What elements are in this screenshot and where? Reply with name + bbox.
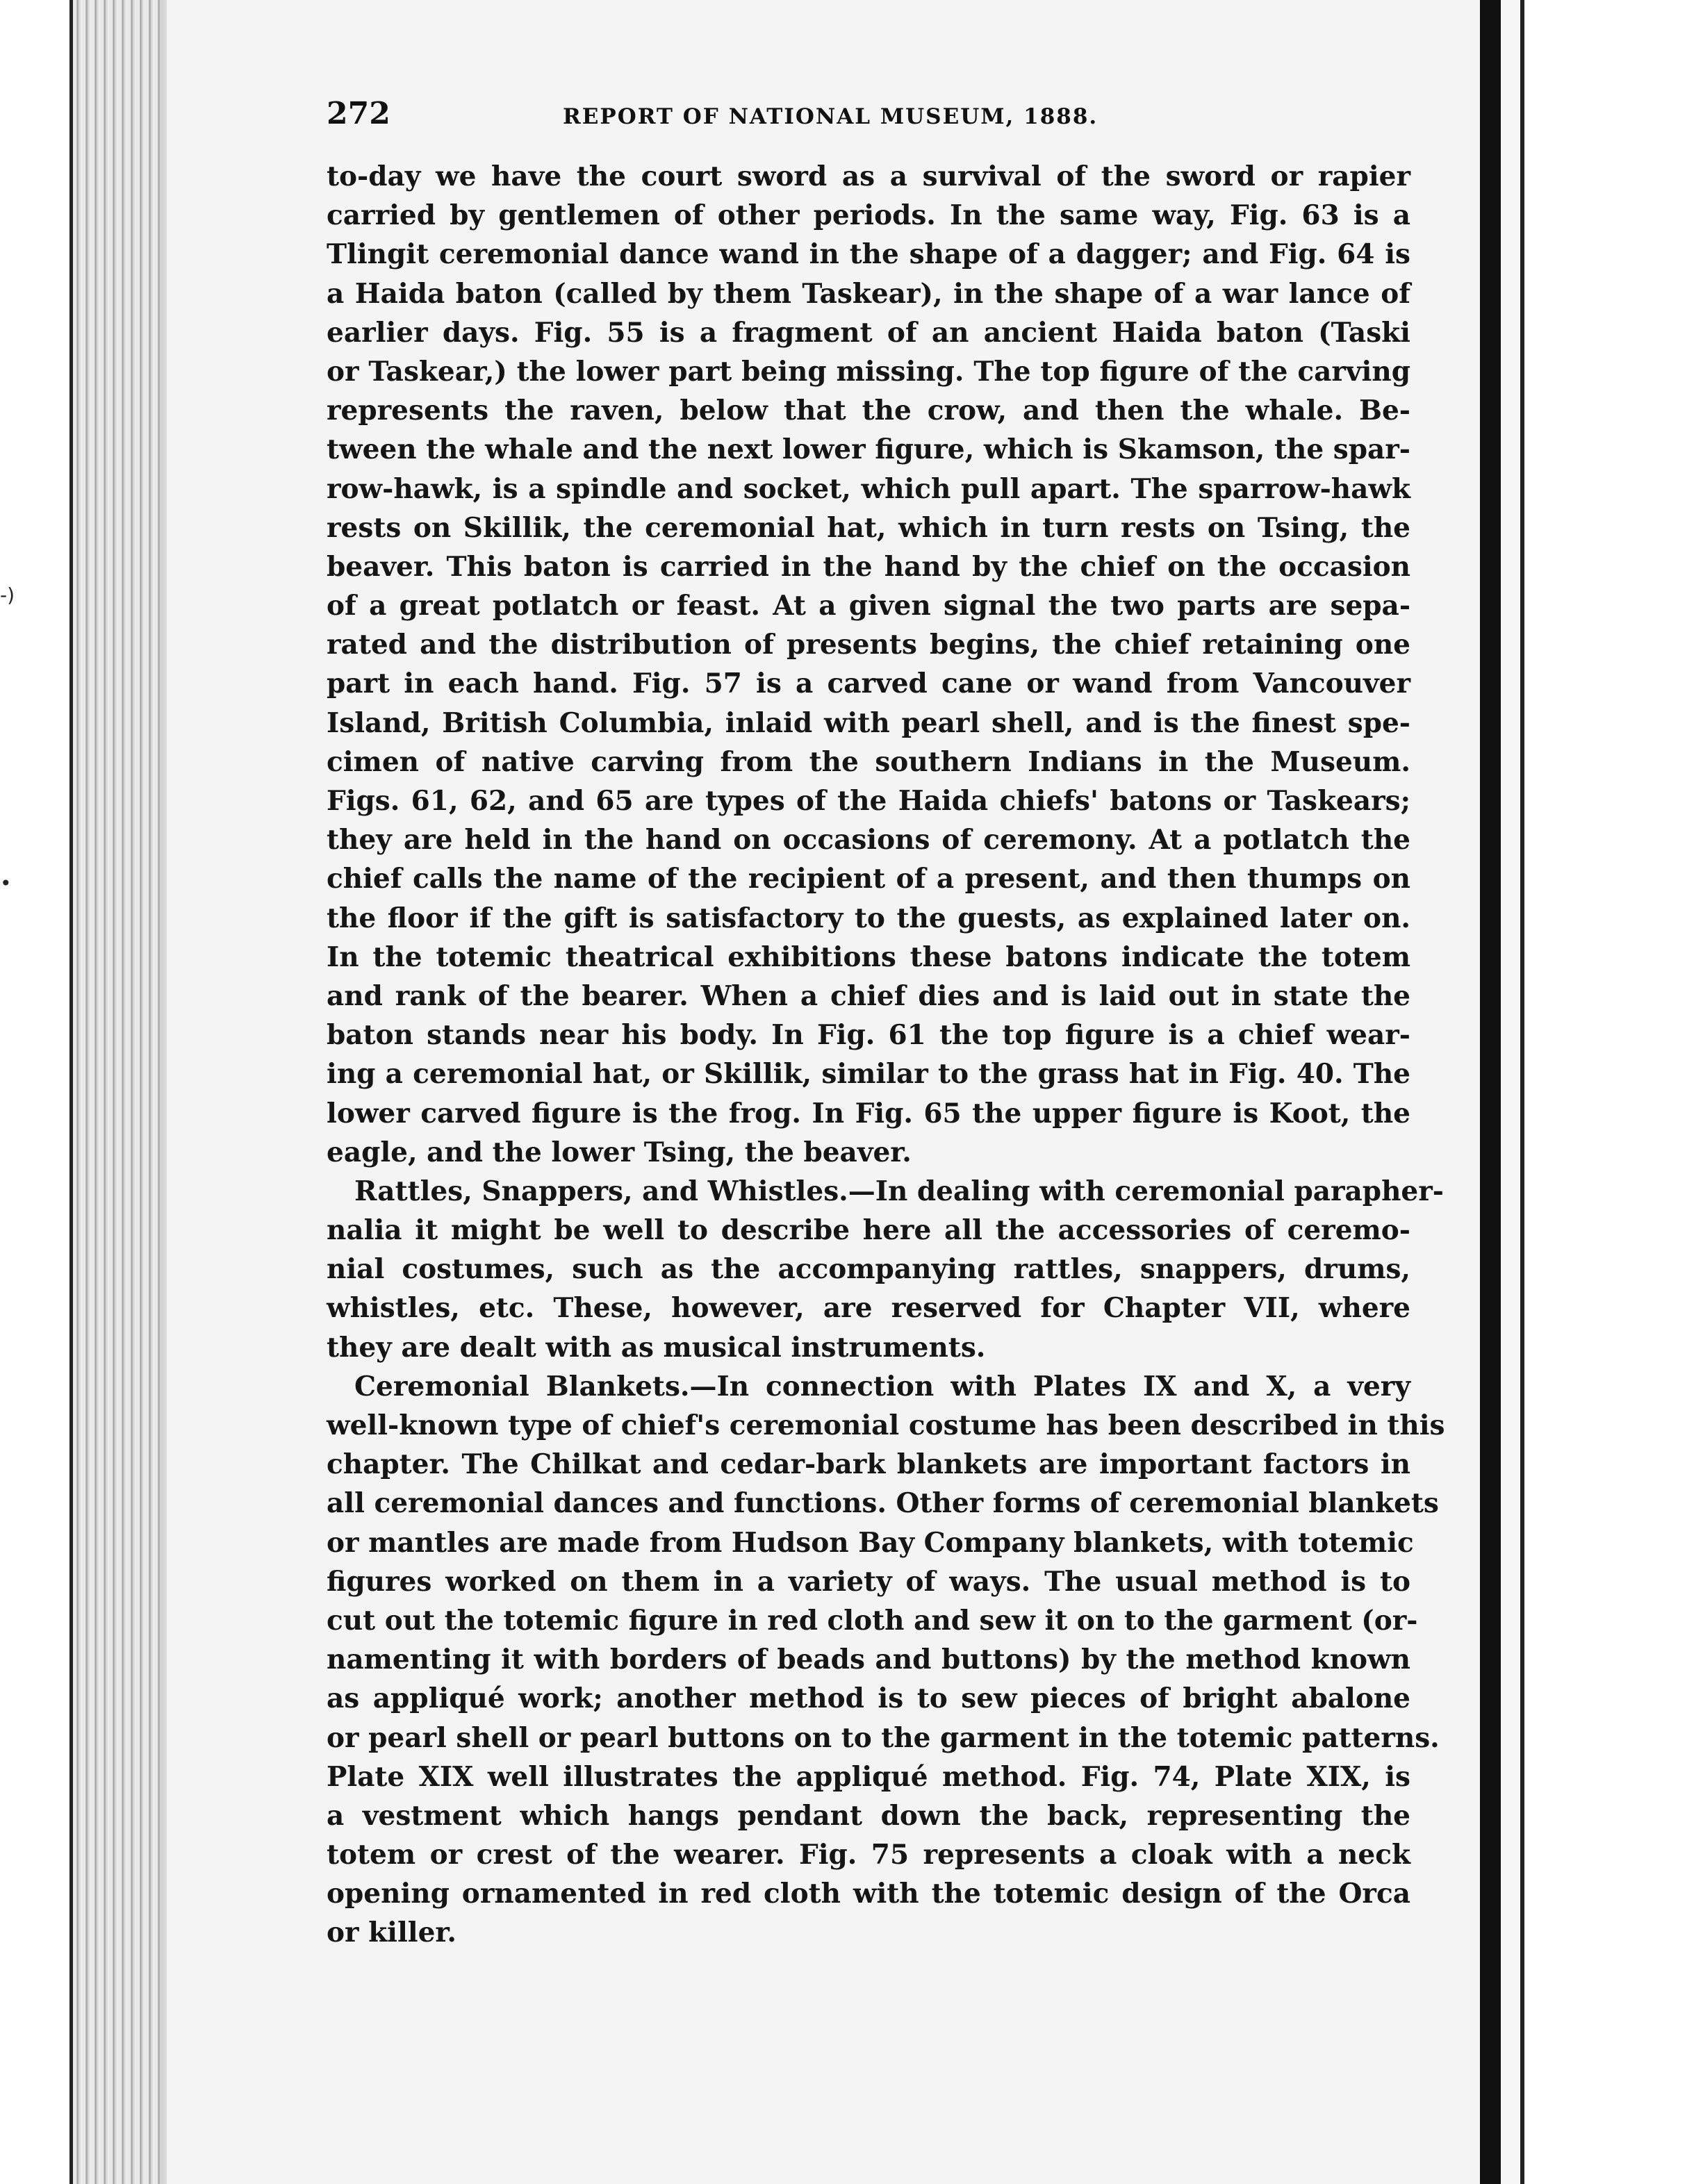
text-line: they are held in the hand on occasions of ceremony. At a potlatch the bbox=[327, 824, 1410, 857]
text-line: totem or crest of the wearer. Fig. 75 represents a cloak with a neck bbox=[327, 1839, 1410, 1871]
page-fold bbox=[1480, 0, 1501, 2184]
text-line: chapter. The Chilkat and cedar-bark blankets are important factors in bbox=[327, 1448, 1410, 1481]
text-line: beaver. This baton is carried in the hand by the chief on the occasion bbox=[327, 550, 1410, 583]
text-line: cut out the totemic figure in red cloth and sew it on to the garment (or- bbox=[327, 1604, 1418, 1637]
text-line: a Haida baton (called by them Taskear), in the shape of a war lance of bbox=[327, 277, 1410, 310]
body-text bbox=[327, 157, 1445, 1953]
text-line: a vestment which hangs pendant down the back, representing the bbox=[327, 1799, 1410, 1832]
text-line: Figs. 61, 62, and 65 are types of the Haida chiefs' batons or Taskears; bbox=[327, 785, 1410, 817]
text-line: nalia it might be well to describe here all the accessories of ceremo- bbox=[327, 1214, 1410, 1247]
text-line: lower carved figure is the frog. In Fig. 65 the upper figure is Koot, the bbox=[327, 1097, 1410, 1130]
text-line: cimen of native carving from the southern Indians in the Museum. bbox=[327, 745, 1410, 778]
text-line: figures worked on them in a variety of ways. The usual method is to bbox=[327, 1565, 1410, 1598]
text-line: Rattles, Snappers, and Whistles.—In dealing with ceremonial parapher- bbox=[354, 1175, 1444, 1207]
text-line: rated and the distribution of presents begins, the chief retaining one bbox=[327, 629, 1410, 661]
text-line: row-hawk, is a spindle and socket, which pull apart. The sparrow-hawk bbox=[327, 472, 1410, 505]
text-line: Plate XIX well illustrates the appliqué method. Fig. 74, Plate XIX, is bbox=[327, 1760, 1410, 1793]
text-line: of a great potlatch or feast. At a given signal the two parts are sepa- bbox=[327, 590, 1410, 622]
text-line: ing a ceremonial hat, or Skillik, similar to the grass hat in Fig. 40. The bbox=[327, 1058, 1410, 1091]
text-line: to-day we have the court sword as a survival of the sword or rapier bbox=[327, 160, 1410, 192]
facing-page-gap bbox=[1501, 0, 1520, 2184]
text-line: carried by gentlemen of other periods. In the same way, Fig. 63 is a bbox=[327, 199, 1410, 232]
text-line: In the totemic theatrical exhibitions these batons indicate the totem bbox=[327, 941, 1410, 973]
page-header bbox=[327, 96, 1438, 144]
running-head: REPORT OF NATIONAL MUSEUM, 1888. bbox=[563, 104, 1098, 129]
text-line: whistles, etc. These, however, are reserved for Chapter VII, where bbox=[327, 1292, 1410, 1325]
text-line: as appliqué work; another method is to sew pieces of bright abalone bbox=[327, 1682, 1410, 1715]
text-line: they are dealt with as musical instruments. bbox=[327, 1331, 986, 1364]
text-line: or mantles are made from Hudson Bay Company blankets, with totemic bbox=[327, 1526, 1414, 1559]
text-line: all ceremonial dances and functions. Other forms of ceremonial blankets bbox=[327, 1487, 1439, 1520]
margin-mark: • bbox=[0, 872, 12, 895]
text-line: the floor if the gift is satisfactory to the guests, as explained later on. bbox=[327, 902, 1410, 934]
text-line: eagle, and the lower Tsing, the beaver. bbox=[327, 1136, 912, 1168]
text-line: baton stands near his body. In Fig. 61 the top figure is a chief wear- bbox=[327, 1019, 1410, 1052]
text-line: Island, British Columbia, inlaid with pearl shell, and is the finest spe- bbox=[327, 706, 1410, 739]
text-line: and rank of the bearer. When a chief dies and is laid out in state the bbox=[327, 979, 1410, 1012]
text-line: or pearl shell or pearl buttons on to the garment in the totemic patterns. bbox=[327, 1721, 1440, 1754]
facing-page-edge bbox=[1520, 0, 1524, 2184]
text-line: nial costumes, such as the accompanying rattles, snappers, drums, bbox=[327, 1253, 1410, 1286]
text-line: rests on Skillik, the ceremonial hat, which in turn rests on Tsing, the bbox=[327, 511, 1410, 544]
text-line: part in each hand. Fig. 57 is a carved cane or wand from Vancouver bbox=[327, 668, 1410, 700]
text-line: well-known type of chief's ceremonial costume has been described in this bbox=[327, 1409, 1445, 1441]
text-line: namenting it with borders of beads and buttons) by the method known bbox=[327, 1644, 1410, 1676]
text-line: opening ornamented in red cloth with the totemic design of the Orca bbox=[327, 1878, 1410, 1910]
text-line: tween the whale and the next lower figure, which is Skamson, the spar- bbox=[327, 433, 1410, 466]
text-line: Tlingit ceremonial dance wand in the shape of a dagger; and Fig. 64 is bbox=[327, 238, 1410, 271]
page-number: 272 bbox=[327, 96, 390, 131]
margin-mark: -) bbox=[0, 584, 15, 606]
text-line: represents the raven, below that the crow, and then the whale. Be- bbox=[327, 395, 1410, 427]
text-line: earlier days. Fig. 55 is a fragment of an ancient Haida baton (Taski bbox=[327, 316, 1410, 349]
text-line: chief calls the name of the recipient of a present, and then thumps on bbox=[327, 863, 1410, 895]
text-line: or Taskear,) the lower part being missing. The top figure of the carving bbox=[327, 355, 1410, 388]
text-line: or killer. bbox=[327, 1917, 456, 1949]
text-line: Ceremonial Blankets.—In connection with Plates IX and X, a very bbox=[354, 1370, 1410, 1403]
